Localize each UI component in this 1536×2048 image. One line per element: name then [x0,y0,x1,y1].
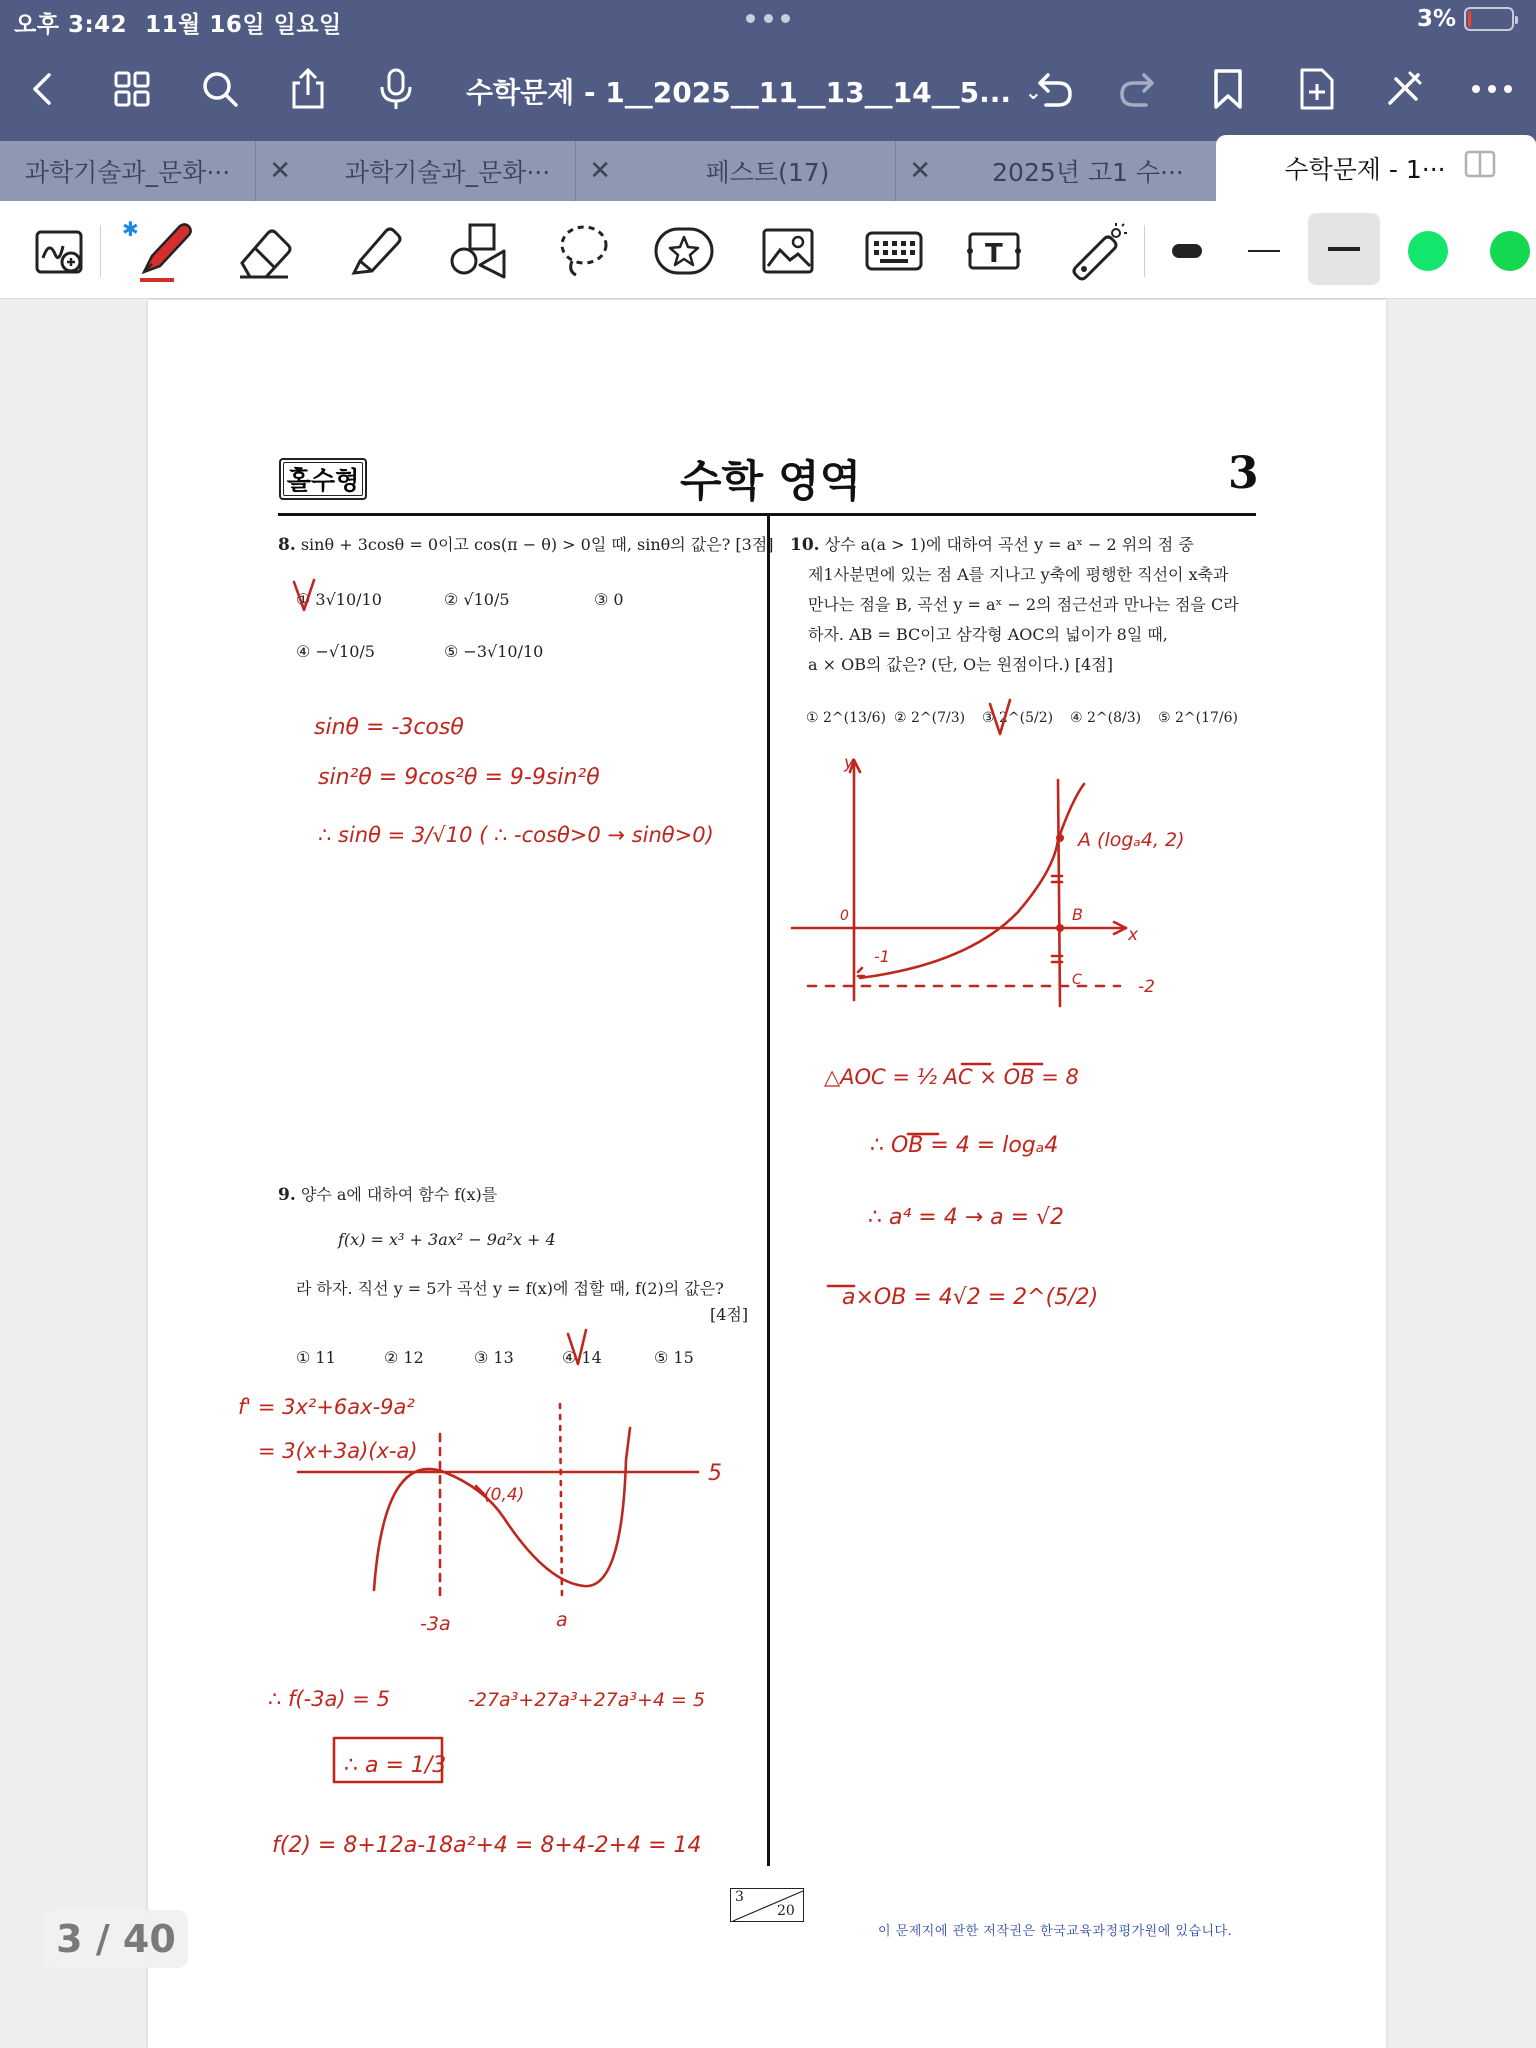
hw-q10-axis-y: y [844,753,855,773]
share-icon[interactable] [278,55,338,123]
hw-q9-line-3: ∴ f(-3a) = 5 [268,1687,390,1711]
svg-text:✱: ✱ [122,217,139,241]
battery-indicator [1417,6,1514,32]
footer-page-top: 3 [735,1889,744,1905]
chevron-down-icon[interactable]: ⌄ [1025,80,1042,104]
q9-points: [4점] [710,1305,749,1324]
highlighter-icon[interactable] [340,219,404,283]
close-tab-icon[interactable]: ✕ [589,156,611,186]
shapes-icon[interactable] [446,219,510,283]
hw-q8-line-3: ∴ sinθ = 3/√10 ( ∴ -cosθ>0 → sinθ>0) [318,823,714,847]
tab-3[interactable] [640,141,931,201]
q10-line-3: 만나는 점을 B, 곡선 y = aˣ − 2의 점근선과 만나는 점을 C라 [808,595,1239,614]
q10-number: 10. [790,535,820,555]
hw-q10-point-a: A (logₐ4, 2) [1078,829,1185,851]
hw-q10-axis-x: x [1128,925,1139,945]
tab-label: 수학문제 - 1··· [1284,155,1446,184]
q9-choice-3: ③ 13 [474,1348,514,1367]
q10-line-4: 하자. AB = BC이고 삼각형 AOC의 넓이가 8일 때, [808,625,1168,644]
battery-icon [1464,7,1514,31]
hw-q9-line-2: = 3(x+3a)(x-a) [258,1439,418,1463]
hw-q10-line-1: △AOC = ½ AC × OB = 8 [824,1065,1079,1089]
q8-choice-2: ② √10/5 [444,590,510,609]
bookmark-icon[interactable] [1198,55,1258,123]
handwriting-layer [148,300,1386,2048]
pen-icon[interactable] [122,219,202,283]
tab-label: 과학기술과_문화··· [24,158,231,187]
top-bar [0,0,1536,141]
q9-choice-1: ① 11 [296,1348,336,1367]
q9-choice-4: ④ 14 [562,1348,602,1367]
close-tab-icon[interactable]: ✕ [269,156,291,186]
q10-line-2: 제1사분면에 있는 점 A를 지나고 y축에 평행한 직선이 x축과 [808,565,1229,584]
q10-choice-5: ⑤ 2^(17/6) [1158,710,1239,726]
page-number: 3 [1228,448,1259,499]
battery-percent: 3% [1416,6,1456,32]
lasso-icon[interactable] [552,219,616,283]
hw-q10-label-neg2: -2 [1138,977,1155,997]
document-title-text: 수학문제 - 1__2025__11__13__14__5... [466,76,1012,109]
document-title[interactable] [466,71,1042,111]
page-counter: 3 / 40 [44,1910,188,1968]
q9-choice-2: ② 12 [384,1348,424,1367]
tab-active[interactable] [1216,135,1536,201]
ink-zoom-icon[interactable] [28,219,92,283]
color-swatch-1[interactable] [1396,219,1460,283]
hw-q10-origin: 0 [840,908,849,924]
hw-q9-line-5: ∴ a = 1/3 [344,1753,447,1778]
q8-choice-3: ③ 0 [594,590,624,609]
stroke-style-icon[interactable] [1156,219,1220,283]
hw-q9-label-a: a [556,1609,568,1631]
color-swatch-2[interactable] [1478,219,1536,283]
textbox-icon[interactable] [962,219,1026,283]
q8-text: sinθ + 3cosθ = 0이고 cos(π − θ) > 0일 때, sinθ의 값은? [3점] [300,535,774,554]
hw-q10-line-4: a×OB = 4√2 = 2^(5/2) [842,1285,1099,1310]
tab-4[interactable] [960,141,1216,201]
q9-choice-5: ⑤ 15 [654,1348,694,1367]
q10-choice-1: ① 2^(13/6) [806,710,887,726]
hw-q10-label-neg1: -1 [874,947,890,966]
tab-2[interactable] [320,141,611,201]
q10-line-5: a × OB의 값은? (단, O는 원점이다.) [4점] [808,655,1113,674]
exam-type-badge: 홀수형 [279,458,367,500]
pdf-page[interactable] [148,300,1386,2048]
q9-text-1: 양수 a에 대하여 함수 f(x)를 [300,1185,498,1204]
eraser-icon[interactable] [232,219,296,283]
multitask-dots[interactable] [746,14,790,24]
copyright-notice: 이 문제지에 관한 저작권은 한국교육과정평가원에 있습니다. [878,1924,1233,1939]
close-tab-icon[interactable]: ✕ [909,156,931,186]
drawing-toolbar [0,201,1536,299]
laser-pointer-icon[interactable] [1066,219,1130,283]
thin-stroke-icon[interactable] [1232,219,1296,283]
q9-formula: f(x) = x³ + 3ax² − 9a²x + 4 [338,1230,556,1249]
q10-choice-4: ④ 2^(8/3) [1070,710,1142,726]
document-tabs [0,141,1536,201]
tab-1[interactable] [0,141,291,201]
q10-choice-2: ② 2^(7/3) [894,710,966,726]
status-date: 11월 16일 일요일 [145,12,342,38]
q10-choice-3: ③ 2^(5/2) [982,710,1054,726]
q9-number: 9. [278,1185,296,1205]
tab-label: 과학기술과_문화··· [344,158,551,187]
tab-label: 2025년 고1 수··· [992,158,1184,187]
tab-label: 페스트(17) [705,158,830,187]
split-view-icon[interactable] [1464,150,1498,186]
q8-choice-1: ① 3√10/10 [296,590,382,609]
add-page-icon[interactable] [1286,55,1346,123]
undo-icon[interactable] [1022,55,1082,123]
sticker-icon[interactable] [652,219,716,283]
grid-icon[interactable] [102,55,162,123]
hw-q9-line-4: -27a³+27a³+27a³+4 = 5 [468,1689,706,1711]
hw-q9-label-neg3a: -3a [420,1613,451,1635]
status-bar [14,6,342,39]
hw-q9-line-1: f' = 3x²+6ax-9a² [238,1395,415,1419]
mic-icon[interactable] [366,55,426,123]
search-icon[interactable] [190,55,250,123]
hw-q10-point-c: C [1072,972,1082,988]
hw-q9-label-5: 5 [708,1461,722,1486]
q9-text-2: 라 하자. 직선 y = 5가 곡선 y = f(x)에 접할 때, f(2)의 값은? [296,1279,724,1298]
hw-q10-line-2: ∴ OB = 4 = logₐ4 [870,1133,1059,1158]
back-icon[interactable] [12,55,72,123]
hw-q10-point-b: B [1072,905,1083,924]
medium-stroke-icon[interactable] [1308,213,1380,285]
hw-q9-point: (0,4) [484,1485,525,1505]
hw-q9-line-6: f(2) = 8+12a-18a²+4 = 8+4-2+4 = 14 [272,1833,702,1858]
image-icon[interactable] [756,219,820,283]
page-subject-title: 수학 영역 [680,457,862,507]
hw-q8-line-2: sin²θ = 9cos²θ = 9-9sin²θ [318,765,600,790]
q8-number: 8. [278,535,296,555]
hw-q8-line-1: sinθ = -3cosθ [314,715,464,740]
q8-choice-4: ④ −√10/5 [296,642,375,661]
status-time: 오후 3:42 [14,12,128,38]
close-icon[interactable] [1374,55,1434,123]
q10-line-1: 상수 a(a > 1)에 대하여 곡선 y = aˣ − 2 위의 점 중 [824,535,1194,554]
more-icon[interactable] [1462,55,1522,123]
q8-choice-5: ⑤ −3√10/10 [444,642,544,661]
keyboard-icon[interactable] [862,219,926,283]
footer-page-bottom: 20 [777,1903,795,1919]
hw-q10-line-3: ∴ a⁴ = 4 → a = √2 [868,1205,1065,1230]
svg-text:T: T [985,239,1003,269]
redo-icon[interactable] [1110,55,1170,123]
